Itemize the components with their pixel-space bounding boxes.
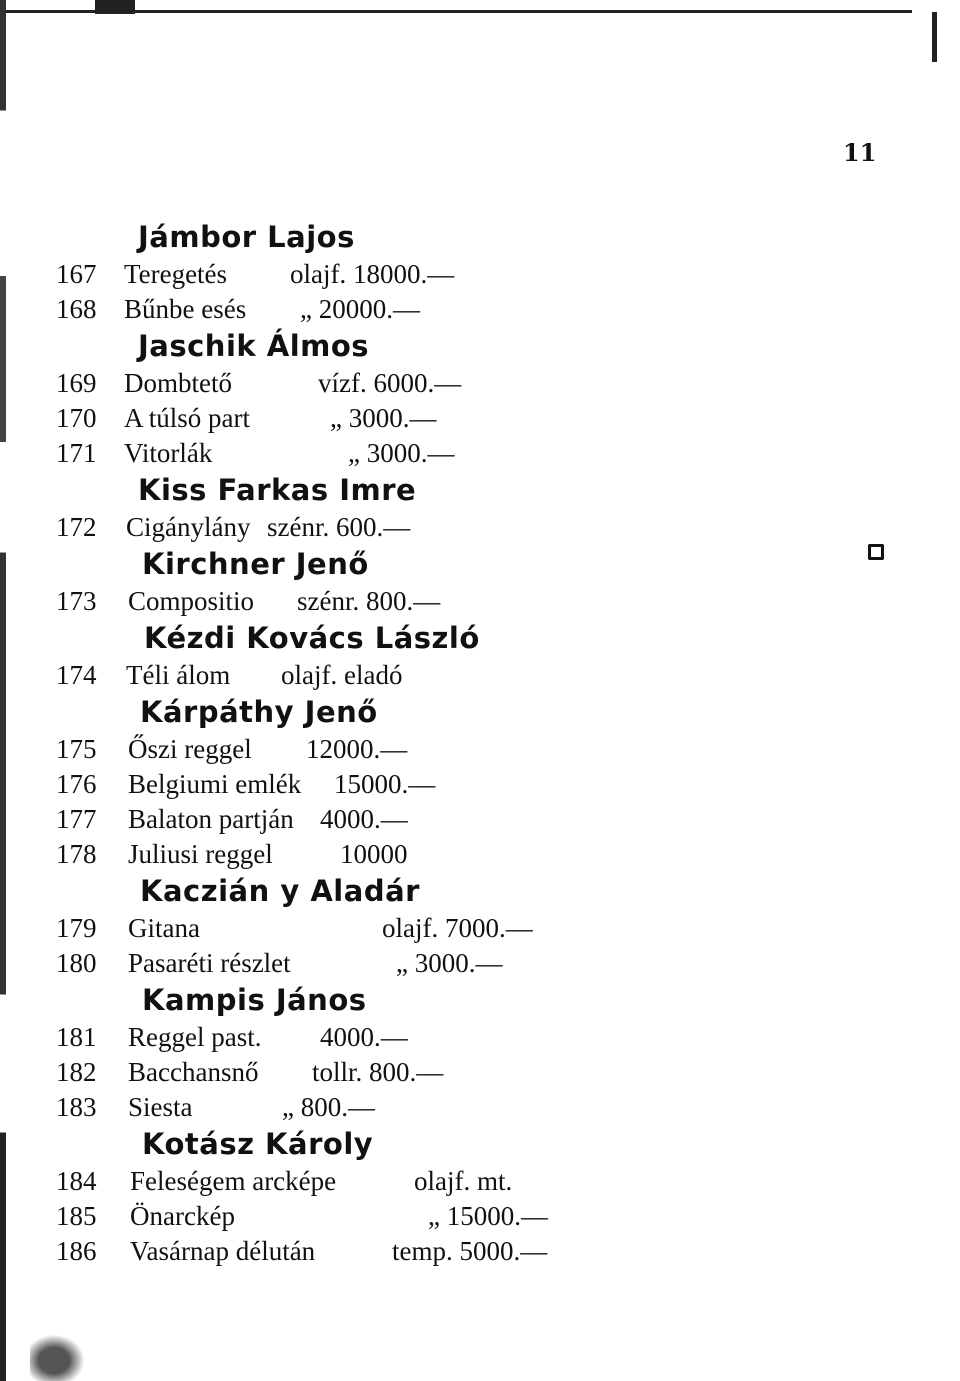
page-number: 11 (843, 138, 877, 167)
artist-heading: Kotász Károly (142, 1127, 374, 1161)
entry-number: 168 (56, 294, 97, 324)
artist-heading: Kirchner Jenő (142, 547, 369, 581)
entry-title: Gitana (128, 913, 200, 943)
catalog-entry (0, 837, 960, 872)
entry-detail: vízf. 6000.— (318, 368, 462, 398)
entry-title: Balaton partján (128, 804, 294, 834)
catalog-entry (0, 584, 960, 619)
catalog-entry (0, 366, 960, 401)
entry-number: 182 (56, 1057, 97, 1087)
catalog-entry (0, 802, 960, 837)
scan-smudge (30, 1330, 90, 1381)
entry-number: 177 (56, 804, 97, 834)
entry-detail: 4000.— (320, 1022, 408, 1052)
catalog-entry (0, 1199, 960, 1234)
entry-number: 180 (56, 948, 97, 978)
catalog-entry (0, 292, 960, 327)
entry-title: Belgiumi emlék (128, 769, 302, 799)
entry-detail: „ 3000.— (348, 438, 455, 468)
artist-heading: Kaczián y Aladár (140, 874, 420, 908)
catalog-entry (0, 1020, 960, 1055)
entry-title: Dombtető (124, 368, 232, 398)
catalog-entry (0, 1234, 960, 1269)
entry-detail: tollr. 800.— (312, 1057, 444, 1087)
entry-title: Bűnbe esés (124, 294, 247, 324)
top-print-mark (95, 0, 135, 14)
entry-detail: szénr. 600.— (267, 512, 411, 542)
artist-heading: Kárpáthy Jenő (140, 695, 378, 729)
entry-detail: olajf. 7000.— (382, 913, 533, 943)
entry-detail: 4000.— (320, 804, 408, 834)
entry-title: Feleségem arcképe (130, 1166, 337, 1196)
entry-detail: olajf. eladó (281, 660, 403, 690)
entry-title: Vasárnap délután (130, 1236, 316, 1266)
catalog-entry (0, 911, 960, 946)
entry-number: 178 (56, 839, 97, 869)
catalog-entry (0, 658, 960, 693)
entry-detail: szénr. 800.— (297, 586, 441, 616)
entry-detail: olajf. mt. (414, 1166, 513, 1196)
entry-number: 174 (56, 660, 97, 690)
entry-title: Reggel past. (128, 1022, 262, 1052)
entry-number: 179 (56, 913, 97, 943)
artist-heading: Jámbor Lajos (138, 220, 355, 254)
entry-title: Juliusi reggel (128, 839, 273, 869)
artist-heading: Kiss Farkas Imre (138, 473, 417, 507)
entry-title: Téli álom (126, 660, 231, 690)
entry-number: 170 (56, 403, 97, 433)
entry-title: A túlsó part (124, 403, 250, 433)
artist-heading: Jaschik Álmos (138, 329, 370, 363)
catalog-entry (0, 510, 960, 545)
entry-title: Vitorlák (124, 438, 213, 468)
entry-title: Compositio (128, 586, 255, 616)
catalog-entry (0, 1164, 960, 1199)
entry-detail: „ 15000.— (428, 1201, 548, 1231)
catalog-entry (0, 732, 960, 767)
entry-title: Cigánylány (126, 512, 251, 542)
entry-number: 181 (56, 1022, 97, 1052)
entry-detail: olajf. 18000.— (290, 259, 455, 289)
entry-detail: „ 800.— (282, 1092, 375, 1122)
entry-title: Bacchansnő (128, 1057, 259, 1087)
artist-heading: Kézdi Kovács László (144, 621, 480, 655)
entry-number: 171 (56, 438, 97, 468)
entry-number: 167 (56, 259, 97, 289)
entry-number: 173 (56, 586, 97, 616)
entry-detail: „ 3000.— (330, 403, 437, 433)
entry-detail: 15000.— (334, 769, 436, 799)
entry-title: Önarckép (130, 1201, 235, 1231)
right-edge-mark (932, 12, 937, 62)
entry-list (0, 218, 960, 1269)
entry-detail: „ 20000.— (300, 294, 420, 324)
entry-detail: 12000.— (306, 734, 408, 764)
entry-number: 175 (56, 734, 97, 764)
entry-title: Siesta (128, 1092, 193, 1122)
entry-number: 169 (56, 368, 97, 398)
catalog-entry (0, 1055, 960, 1090)
entry-title: Teregetés (124, 259, 228, 289)
catalog-entry (0, 946, 960, 981)
entry-detail: 10000 (340, 839, 408, 869)
entry-number: 176 (56, 769, 97, 799)
catalog-entry (0, 436, 960, 471)
artist-heading: Kampis János (142, 983, 367, 1017)
entry-number: 184 (56, 1166, 97, 1196)
catalog-entry (0, 401, 960, 436)
entry-number: 185 (56, 1201, 97, 1231)
entry-number: 172 (56, 512, 97, 542)
catalog-entry (0, 767, 960, 802)
entry-title: Őszi reggel (128, 734, 252, 764)
top-border-rule (0, 10, 912, 13)
entry-number: 183 (56, 1092, 97, 1122)
entry-detail: temp. 5000.— (392, 1236, 548, 1266)
entry-number: 186 (56, 1236, 97, 1266)
catalog-entry (0, 1090, 960, 1125)
catalog-entry (0, 257, 960, 292)
entry-detail: „ 3000.— (396, 948, 503, 978)
entry-title: Pasaréti részlet (128, 948, 291, 978)
